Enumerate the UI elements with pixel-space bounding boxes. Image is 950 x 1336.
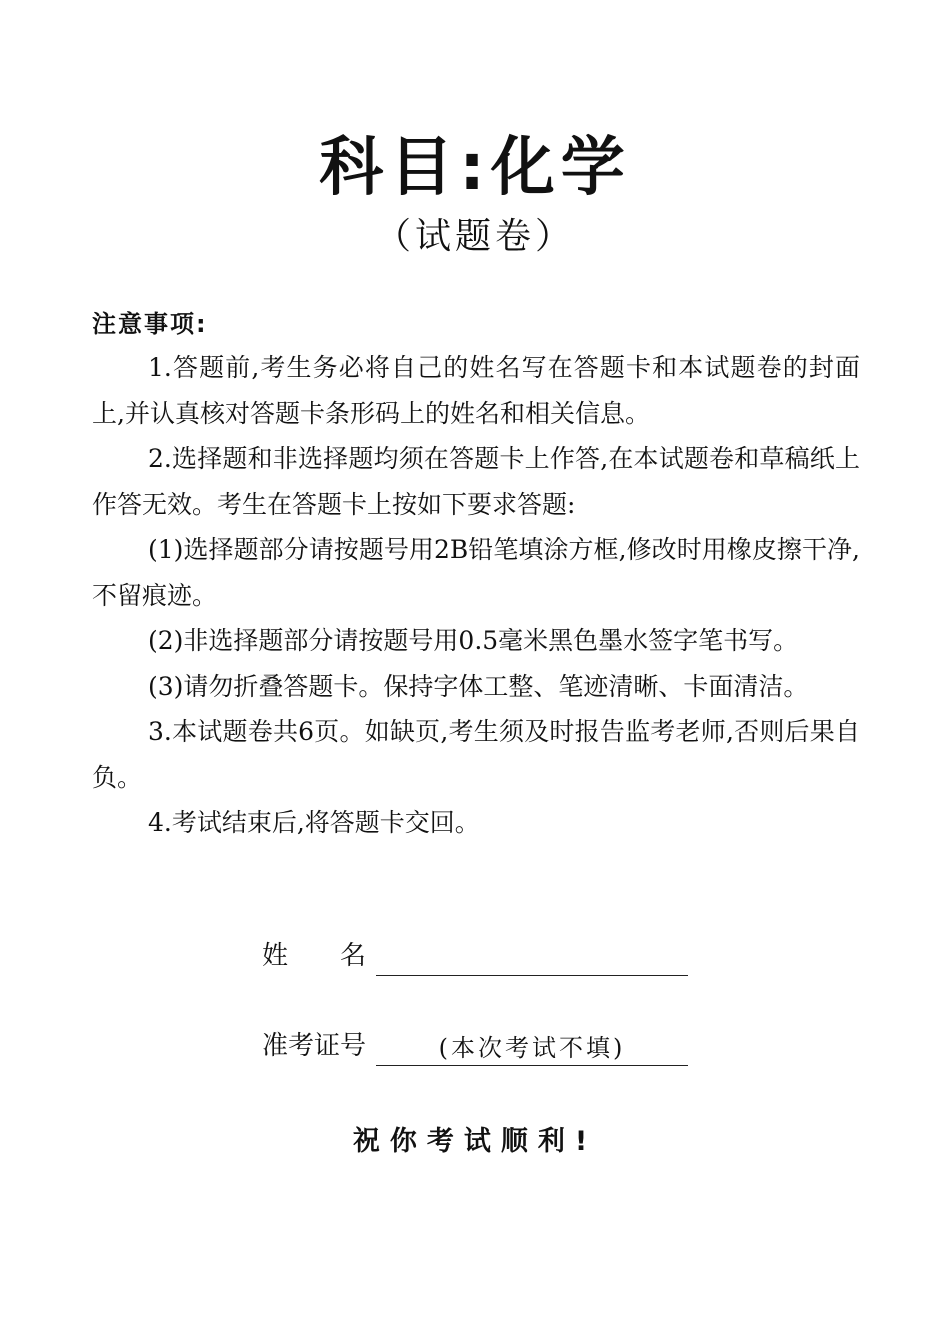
name-blank-line	[376, 941, 688, 976]
exam-id-blank-line: (本次考试不填)	[376, 1031, 688, 1066]
exam-id-field	[262, 1026, 688, 1066]
notice-heading: 注意事项:	[92, 310, 208, 338]
notice-item: (2)非选择题部分请按题号用0.5毫米黑色墨水签字笔书写。	[148, 626, 799, 655]
page-title: 科目:化学	[319, 131, 631, 205]
notice-item: 1.答题前,考生务必将自己的姓名写在答题卡和本试题卷的封面上,并认真核对答题卡条形码上的姓名和相关信息。	[92, 353, 860, 428]
notice-item: 3.本试题卷共6页。如缺页,考生须及时报告监考老师,否则后果自负。	[92, 717, 860, 792]
good-luck-message: 祝你考试顺利!	[352, 1126, 598, 1157]
notice-item: 4.考试结束后,将答题卡交回。	[148, 808, 480, 837]
notice-item: (3)请勿折叠答题卡。保持字体工整、笔迹清晰、卡面清洁。	[148, 671, 809, 701]
exam-id-label: 准考证号	[262, 1031, 367, 1061]
page-subtitle: （试题卷）	[374, 216, 575, 257]
name-field	[262, 936, 688, 976]
notice-item: (1)选择题部分请按题号用2B铅笔填涂方框,修改时用橡皮擦干净,不留痕迹。	[92, 535, 860, 610]
notice-item: 2.选择题和非选择题均须在答题卡上作答,在本试题卷和草稿纸上作答无效。考生在答题卡上按如下要求答题:	[92, 444, 860, 519]
name-label: 姓 名	[262, 941, 367, 971]
notice-list	[92, 345, 860, 846]
